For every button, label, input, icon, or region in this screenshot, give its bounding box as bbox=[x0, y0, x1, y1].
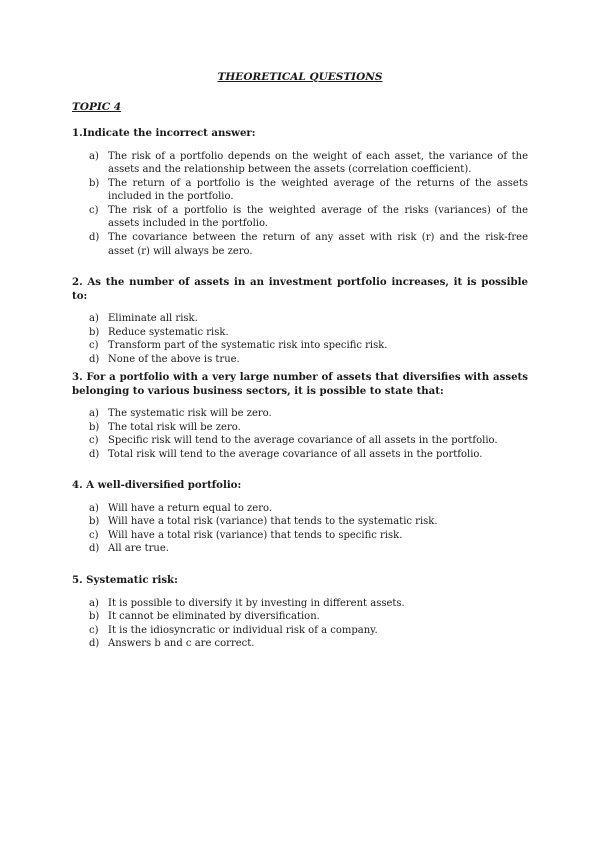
option-text: The risk of a portfolio is the weighted average of the risks (variances) of the assets included in the portfolio. bbox=[108, 204, 528, 230]
options-list bbox=[72, 150, 528, 259]
options-list bbox=[72, 407, 528, 461]
option-c bbox=[72, 624, 528, 638]
question-2 bbox=[72, 276, 528, 366]
option-a bbox=[72, 597, 528, 611]
option-letter: d) bbox=[89, 638, 100, 650]
option-b bbox=[72, 326, 528, 340]
option-letter: c) bbox=[89, 529, 99, 541]
option-text: Will have a return equal to zero. bbox=[108, 502, 273, 514]
option-letter: b) bbox=[89, 516, 100, 528]
options-list bbox=[72, 597, 528, 651]
question-1 bbox=[72, 127, 528, 258]
option-text: The covariance between the return of any asset with risk (r) and the risk-free asset (r) will always be zero. bbox=[108, 232, 528, 257]
option-letter: b) bbox=[89, 177, 100, 189]
option-letter: b) bbox=[89, 421, 100, 433]
option-letter: b) bbox=[89, 611, 100, 623]
question-title: 2. As the number of assets in an investment portfolio increases, it is possible to: bbox=[72, 276, 528, 302]
option-letter: d) bbox=[89, 232, 100, 244]
option-letter: a) bbox=[89, 150, 99, 162]
option-letter: c) bbox=[89, 624, 99, 636]
option-letter: a) bbox=[89, 502, 99, 514]
question-title: 1.Indicate the incorrect answer: bbox=[72, 127, 256, 139]
question-title: 4. A well-diversified portfolio: bbox=[72, 479, 242, 491]
page-title: THEORETICAL QUESTIONS bbox=[217, 71, 383, 83]
option-text: Specific risk will tend to the average covariance of all assets in the portfolio. bbox=[108, 435, 498, 447]
option-text: The systematic risk will be zero. bbox=[108, 408, 272, 419]
option-c bbox=[72, 339, 528, 353]
option-b bbox=[72, 421, 528, 435]
question-title: 5. Systematic risk: bbox=[72, 574, 178, 586]
option-text: Total risk will tend to the average covariance of all assets in the portfolio. bbox=[108, 448, 483, 460]
option-text: Will have a total risk (variance) that tends to the systematic risk. bbox=[108, 516, 438, 528]
option-text: It is the idiosyncratic or individual risk of a company. bbox=[108, 624, 378, 636]
option-b bbox=[72, 515, 528, 529]
option-a bbox=[72, 150, 528, 177]
option-text: It is possible to diversify it by investing in different assets. bbox=[108, 597, 405, 609]
option-b bbox=[72, 610, 528, 624]
option-text: All are true. bbox=[108, 543, 169, 555]
option-text: Answers b and c are correct. bbox=[108, 638, 255, 650]
option-a bbox=[72, 502, 528, 516]
option-text: It cannot be eliminated by diversification. bbox=[108, 611, 320, 623]
question-3 bbox=[72, 371, 528, 461]
option-letter: d) bbox=[89, 448, 100, 460]
option-text: None of the above is true. bbox=[108, 353, 240, 365]
question-4 bbox=[72, 479, 528, 556]
question-title: 3. For a portfolio with a very large number of assets that diversifies with assets belonging to various business sectors, it is possible to state that: bbox=[72, 371, 528, 397]
option-c bbox=[72, 204, 528, 231]
option-c bbox=[72, 434, 528, 448]
option-d bbox=[72, 231, 528, 258]
option-letter: d) bbox=[89, 543, 100, 555]
option-letter: c) bbox=[89, 204, 99, 216]
option-b bbox=[72, 177, 528, 204]
option-letter: d) bbox=[89, 353, 100, 365]
option-d bbox=[72, 637, 528, 651]
option-text: The risk of a portfolio depends on the weight of each asset, the variance of the assets and the relationship between the assets (correlation coefficient). bbox=[108, 150, 528, 176]
question-5 bbox=[72, 574, 528, 651]
option-letter: a) bbox=[89, 313, 99, 324]
option-letter: c) bbox=[89, 435, 99, 447]
option-text: Will have a total risk (variance) that tends to specific risk. bbox=[108, 529, 403, 541]
option-a bbox=[72, 407, 528, 421]
option-text: Transform part of the systematic risk into specific risk. bbox=[108, 340, 388, 352]
option-text: Eliminate all risk. bbox=[108, 313, 198, 324]
option-letter: b) bbox=[89, 326, 100, 338]
option-c bbox=[72, 529, 528, 543]
option-text: Reduce systematic risk. bbox=[108, 326, 229, 338]
option-text: The return of a portfolio is the weighted average of the returns of the assets included in the portfolio. bbox=[108, 177, 528, 203]
option-letter: a) bbox=[89, 408, 99, 419]
option-letter: a) bbox=[89, 597, 99, 609]
option-d bbox=[72, 448, 528, 462]
option-d bbox=[72, 542, 528, 556]
option-a bbox=[72, 312, 528, 326]
options-list bbox=[72, 502, 528, 556]
topic-heading: TOPIC 4 bbox=[72, 101, 122, 113]
option-text: The total risk will be zero. bbox=[108, 421, 241, 433]
options-list bbox=[72, 312, 528, 366]
option-d bbox=[72, 353, 528, 367]
option-letter: c) bbox=[89, 340, 99, 352]
